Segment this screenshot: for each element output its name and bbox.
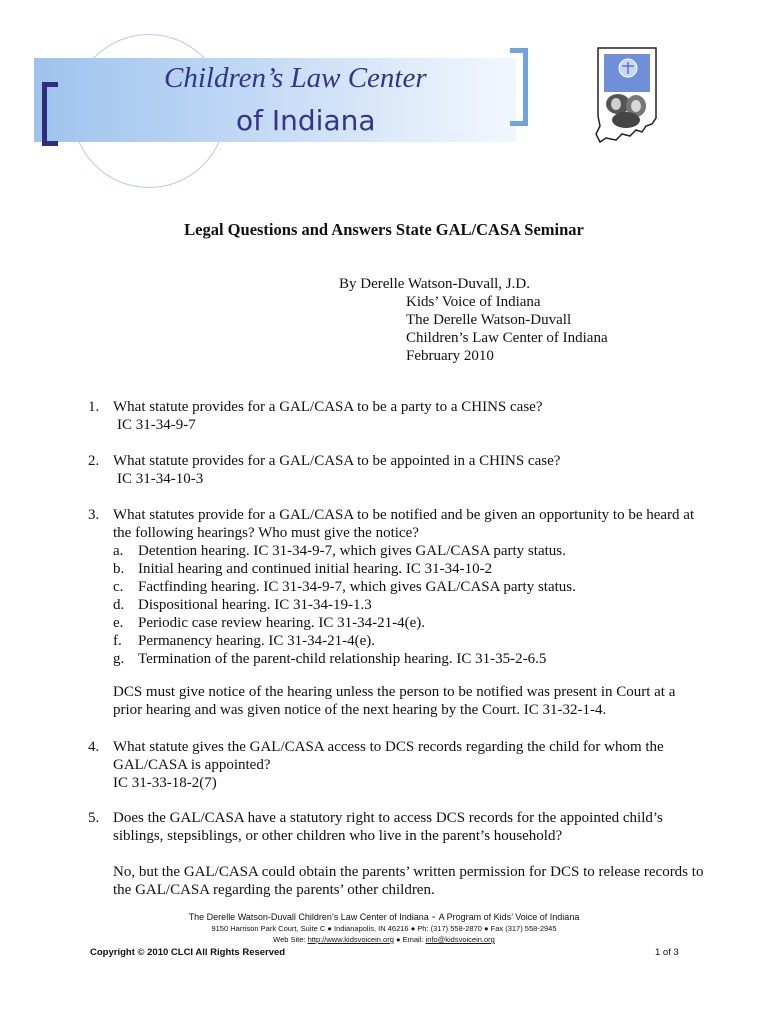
question-5 [88, 809, 708, 845]
author-org: Children’s Law Center of Indiana [406, 330, 608, 346]
question-text: What statute provides for a GAL/CASA to be a party to a CHINS case? [113, 399, 543, 415]
list-text: Dispositional hearing. IC 31-34-19-1.3 [138, 597, 372, 613]
question-2 [88, 452, 708, 488]
footer-website-label: Web Site: [273, 935, 308, 944]
author-date: February 2010 [406, 348, 494, 364]
list-text: Periodic case review hearing. IC 31-34-21-4(e). [138, 615, 425, 631]
question-text: Does the GAL/CASA have a statutory right to access DCS records for the appointed child’s siblings, stepsiblings, or other children who live in the parent’s household? [113, 810, 663, 844]
footer-program: A Program of Kids’ Voice of Indiana [438, 912, 580, 922]
list-letter: d. [113, 597, 125, 613]
list-item [113, 578, 708, 596]
question-text: What statute provides for a GAL/CASA to be appointed in a CHINS case? [113, 453, 561, 469]
footer-org-name: The Derelle Watson-Duvall Children’s Law Center of Indiana [188, 912, 429, 922]
list-text: Factfinding hearing. IC 31-34-9-7, which gives GAL/CASA party status. [138, 579, 576, 595]
list-letter: b. [113, 561, 125, 577]
question-1 [88, 398, 708, 434]
list-item [113, 560, 708, 578]
hearing-list [88, 542, 708, 668]
list-item [113, 632, 708, 650]
question-text: What statutes provide for a GAL/CASA to be notified and be given an opportunity to be heard at the following hearings? Who must give the notice? [113, 507, 695, 541]
list-text: Permanency hearing. IC 31-34-21-4(e). [138, 633, 375, 649]
list-text: Detention hearing. IC 31-34-9-7, which gives GAL/CASA party status. [138, 543, 566, 559]
list-text: Initial hearing and continued initial hearing. IC 31-34-10-2 [138, 561, 493, 577]
question-number: 5. [88, 810, 100, 826]
list-text: Termination of the parent-child relationship hearing. IC 31-35-2-6.5 [138, 651, 547, 667]
footer-contact-line [0, 935, 768, 944]
list-letter: c. [113, 579, 124, 595]
author-name: By Derelle Watson-Duvall, J.D. [339, 276, 530, 292]
question-5-answer: No, but the GAL/CASA could obtain the parents’ written permission for DCS to release records to the GAL/CASA regarding the parents’ other children. [113, 864, 704, 898]
list-letter: g. [113, 651, 125, 667]
logo-left-bracket [42, 82, 58, 146]
question-4 [88, 738, 708, 792]
question-number: 3. [88, 507, 100, 523]
footer-separator: - [428, 911, 439, 923]
author-org: Kids’ Voice of Indiana [406, 294, 541, 310]
question-text: What statute gives the GAL/CASA access to DCS records regarding the child for whom the GAL/CASA is appointed? [113, 739, 664, 773]
list-letter: e. [113, 615, 124, 631]
question-number: 1. [88, 399, 100, 415]
list-letter: f. [113, 633, 122, 649]
document-title: Legal Questions and Answers State GAL/CASA Seminar [184, 220, 584, 239]
question-number: 2. [88, 453, 100, 469]
author-org: The Derelle Watson-Duvall [406, 312, 572, 328]
footer-email-label: ● Email: [393, 935, 426, 944]
question-3-note: DCS must give notice of the hearing unless the person to be notified was present in Court at a prior hearing and was given notice of the next hearing by the Court. IC 31-32-1-4. [113, 684, 676, 718]
list-letter: a. [113, 543, 124, 559]
logo-title-line1: Children’s Law Center [164, 62, 427, 94]
question-answer: IC 31-34-9-7 [117, 417, 196, 433]
email-link[interactable]: info@kidsvoicein.org [425, 935, 495, 944]
list-item [113, 542, 708, 560]
indiana-map-icon [592, 46, 662, 144]
question-number: 4. [88, 739, 100, 755]
page-number: 1 of 3 [655, 947, 679, 958]
list-item [113, 596, 708, 614]
footer-address: 9150 Harrison Park Court, Suite C ● Indianapolis, IN 46216 ● Ph: (317) 558-2870 ● Fax (317) 558-2945 [211, 924, 557, 933]
footer-org-line [0, 911, 768, 923]
question-answer: IC 31-34-10-3 [117, 471, 204, 487]
list-item [113, 650, 708, 668]
question-3 [88, 506, 708, 668]
question-answer: IC 31-33-18-2(7) [113, 775, 217, 791]
list-item [113, 614, 708, 632]
logo-right-bracket [510, 48, 528, 126]
author-block [339, 275, 608, 365]
logo-title-line2: of Indiana [236, 104, 376, 137]
website-link[interactable]: http://www.kidsvoicein.org [307, 935, 394, 944]
copyright-notice: Copyright © 2010 CLCI All Rights Reserved [90, 947, 286, 958]
